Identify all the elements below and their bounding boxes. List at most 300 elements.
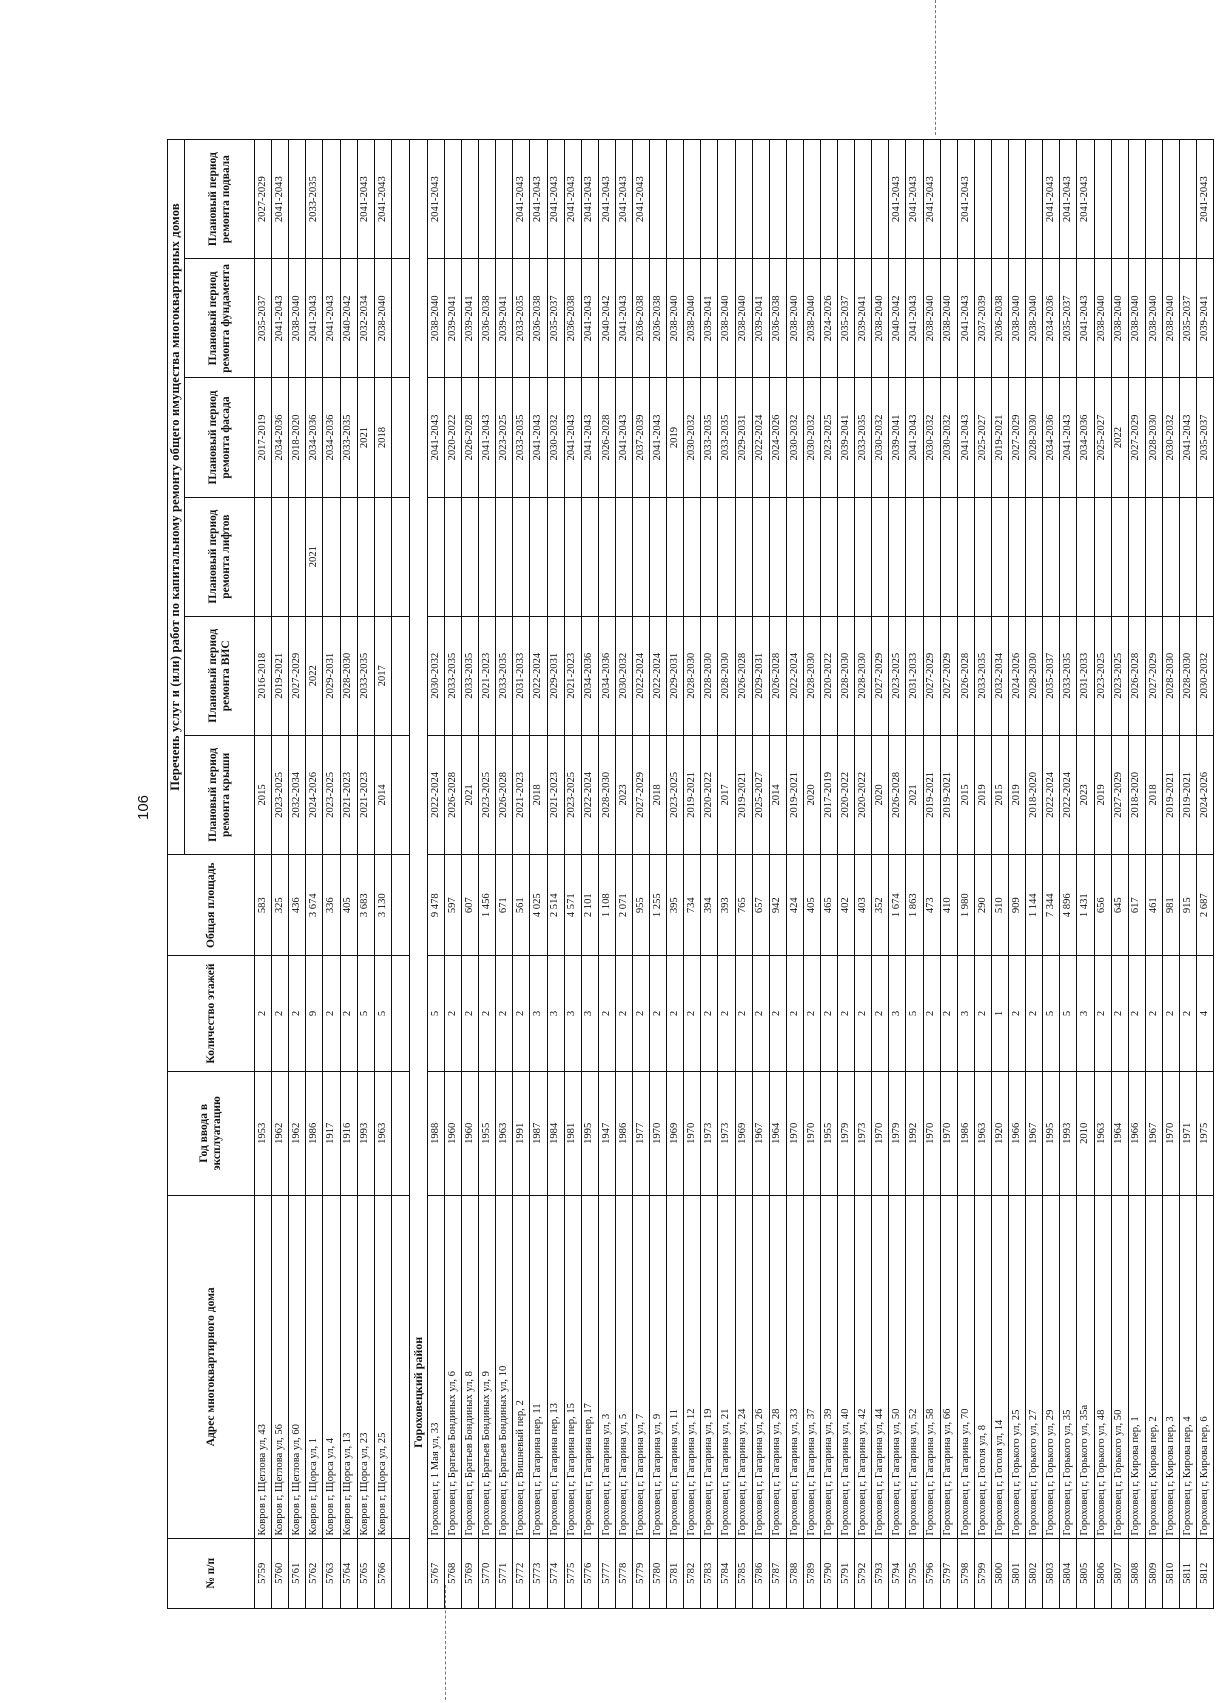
- cell-n: 5799: [974, 1538, 991, 1608]
- cell-fl: 5: [906, 956, 923, 1071]
- cell-lift: [547, 497, 564, 616]
- cell-bas: [496, 140, 513, 259]
- cell-addr: Гороховец г, Горького ул, 35: [1060, 1196, 1077, 1539]
- cell-year: 1967: [1145, 1071, 1162, 1196]
- cell-roof: 2021: [462, 735, 479, 854]
- cell-bas: [974, 140, 991, 259]
- cell-fnd: 2038-2040: [374, 259, 391, 378]
- cell-area: 424: [786, 854, 803, 956]
- cell-addr: Гороховец г, Гагарина пер, 15: [564, 1196, 581, 1539]
- cell-lift: [786, 497, 803, 616]
- cell-roof: 2026-2028: [496, 735, 513, 854]
- cell-vis: 2028-2030: [684, 616, 701, 735]
- table-body-gorokhovets: [427, 140, 1213, 1609]
- cell-n: 5807: [1111, 1538, 1128, 1608]
- cell-lift: [530, 497, 547, 616]
- cell-n: 5803: [1043, 1538, 1060, 1608]
- cell-fac: 2025-2027: [974, 378, 991, 497]
- cell-fnd: 2040-2042: [889, 259, 906, 378]
- cell-vis: 2028-2030: [1026, 616, 1043, 735]
- cell-lift: [667, 497, 684, 616]
- cell-fac: 2033-2035: [513, 378, 530, 497]
- cell-fl: 3: [889, 956, 906, 1071]
- cell-vis: 2022: [306, 616, 323, 735]
- cell-addr: Гороховец г, Гагарина пер, 17: [581, 1196, 598, 1539]
- cell-addr: Гороховец г, Горького ул, 35а: [1077, 1196, 1094, 1539]
- cell-fnd: 2037-2039: [974, 259, 991, 378]
- cell-bas: 2041-2043: [357, 140, 374, 259]
- cell-roof: 2022-2024: [1043, 735, 1060, 854]
- cell-lift: [1009, 497, 1026, 616]
- cell-vis: 2033-2035: [496, 616, 513, 735]
- table-row: [1145, 140, 1162, 1609]
- cell-addr: Гороховец г, Гагарина ул, 42: [855, 1196, 872, 1539]
- cell-fac: 2019: [667, 378, 684, 497]
- cell-fl: 2: [786, 956, 803, 1071]
- cell-area: 461: [1145, 854, 1162, 956]
- cell-bas: [1128, 140, 1145, 259]
- cell-addr: Гороховец г, Братьев Бондиных ул, 8: [462, 1196, 479, 1539]
- cell-fac: 2041-2043: [581, 378, 598, 497]
- cell-fnd: 2041-2043: [323, 259, 340, 378]
- cell-vis: 2033-2035: [974, 616, 991, 735]
- cell-bas: 2041-2043: [1077, 140, 1094, 259]
- cell-year: 1966: [1128, 1071, 1145, 1196]
- cell-addr: Гороховец г, Братьев Бондиных ул, 6: [444, 1196, 461, 1539]
- cell-n: 5785: [735, 1538, 752, 1608]
- cell-bas: [872, 140, 889, 259]
- cell-n: 5790: [821, 1538, 838, 1608]
- cell-bas: 2041-2043: [272, 140, 289, 259]
- cell-fl: 2: [769, 956, 786, 1071]
- cell-year: 1963: [374, 1071, 391, 1196]
- cell-n: 5801: [1009, 1538, 1026, 1608]
- cell-fac: 2034-2036: [1043, 378, 1060, 497]
- cell-n: 5787: [769, 1538, 786, 1608]
- cell-lift: [684, 497, 701, 616]
- header-lift: Плановый период ремонта лифтов: [185, 497, 255, 616]
- cell-roof: 2023-2025: [479, 735, 496, 854]
- cell-fnd: 2035-2037: [838, 259, 855, 378]
- cell-bas: [855, 140, 872, 259]
- cell-bas: 2041-2043: [923, 140, 940, 259]
- cell-roof: 2021-2023: [547, 735, 564, 854]
- table-row: [991, 140, 1008, 1609]
- table-row: [1094, 140, 1111, 1609]
- cell-fl: 2: [940, 956, 957, 1071]
- cell-area: 402: [838, 854, 855, 956]
- table-row: [632, 140, 649, 1609]
- cell-n: 5778: [615, 1538, 632, 1608]
- cell-fac: 2027-2029: [1009, 378, 1026, 497]
- cell-vis: 2028-2030: [701, 616, 718, 735]
- cell-area: 9 478: [427, 854, 444, 956]
- cell-roof: 2019-2021: [923, 735, 940, 854]
- table-row: [735, 140, 752, 1609]
- table-row: [462, 140, 479, 1609]
- cell-fnd: 2038-2040: [718, 259, 735, 378]
- cell-addr: Ковров г, Щорса ул, 4: [323, 1196, 340, 1539]
- cell-n: 5781: [667, 1538, 684, 1608]
- cell-fl: 2: [855, 956, 872, 1071]
- cell-bas: 2041-2043: [957, 140, 974, 259]
- cell-fl: 1: [991, 956, 1008, 1071]
- cell-lift: [1060, 497, 1077, 616]
- cell-area: 394: [701, 854, 718, 956]
- table-row: [1162, 140, 1179, 1609]
- cell-n: 5774: [547, 1538, 564, 1608]
- cell-area: 2 514: [547, 854, 564, 956]
- cell-lift: [444, 497, 461, 616]
- cell-n: 5805: [1077, 1538, 1094, 1608]
- cell-fnd: 2039-2041: [444, 259, 461, 378]
- cell-lift: [1043, 497, 1060, 616]
- cell-year: 1991: [513, 1071, 530, 1196]
- cell-roof: 2026-2028: [444, 735, 461, 854]
- table-row: [752, 140, 769, 1609]
- cell-area: 2 687: [1197, 854, 1214, 956]
- cell-lift: [889, 497, 906, 616]
- cell-fnd: 2039-2041: [1197, 259, 1214, 378]
- cell-roof: 2023: [1077, 735, 1094, 854]
- cell-lift: [615, 497, 632, 616]
- cell-addr: Гороховец г, Гагарина ул, 21: [718, 1196, 735, 1539]
- table-row: [1111, 140, 1128, 1609]
- cell-roof: 2024-2026: [306, 735, 323, 854]
- cell-n: 5761: [289, 1538, 306, 1608]
- cell-year: 1970: [786, 1071, 803, 1196]
- cell-lift: [1077, 497, 1094, 616]
- cell-fnd: 2038-2040: [786, 259, 803, 378]
- cell-addr: Гороховец г, Гагарина ул, 28: [769, 1196, 786, 1539]
- cell-fac: 2034-2036: [306, 378, 323, 497]
- cell-vis: 2032-2034: [991, 616, 1008, 735]
- table-row: [306, 140, 323, 1609]
- cell-n: 5771: [496, 1538, 513, 1608]
- cell-fl: 2: [462, 956, 479, 1071]
- header-foundation: Плановый период ремонта фундамента: [185, 259, 255, 378]
- cell-lift: [479, 497, 496, 616]
- cell-fnd: 2038-2040: [803, 259, 820, 378]
- cell-lift: [872, 497, 889, 616]
- cell-fnd: 2041-2043: [581, 259, 598, 378]
- cell-n: 5763: [323, 1538, 340, 1608]
- cell-addr: Гороховец г, Гагарина ул, 9: [650, 1196, 667, 1539]
- cell-area: 3 674: [306, 854, 323, 956]
- cell-bas: [667, 140, 684, 259]
- cell-n: 5800: [991, 1538, 1008, 1608]
- table-row: [374, 140, 391, 1609]
- cell-area: 657: [752, 854, 769, 956]
- cell-year: 1963: [1094, 1071, 1111, 1196]
- cell-roof: 2020-2022: [855, 735, 872, 854]
- table-row: [769, 140, 786, 1609]
- cell-area: 410: [940, 854, 957, 956]
- cell-area: 617: [1128, 854, 1145, 956]
- cell-addr: Гороховец г, Кирова пер, 6: [1197, 1196, 1214, 1539]
- cell-fl: 2: [803, 956, 820, 1071]
- cell-fnd: 2035-2037: [255, 259, 272, 378]
- cell-fl: 2: [1162, 956, 1179, 1071]
- cell-fac: 2023-2025: [821, 378, 838, 497]
- cell-fac: 2027-2029: [1128, 378, 1145, 497]
- cell-bas: 2041-2043: [530, 140, 547, 259]
- cell-fac: 2023-2025: [496, 378, 513, 497]
- cell-vis: 2029-2031: [323, 616, 340, 735]
- cell-roof: 2026-2028: [889, 735, 906, 854]
- cell-area: 1 144: [1026, 854, 1043, 956]
- cell-fac: 2030-2032: [803, 378, 820, 497]
- table-row: [1179, 140, 1196, 1609]
- cell-area: 955: [632, 854, 649, 956]
- cell-fl: 2: [1145, 956, 1162, 1071]
- cell-fac: 2029-2031: [735, 378, 752, 497]
- cell-lift: [323, 497, 340, 616]
- cell-n: 5788: [786, 1538, 803, 1608]
- cell-area: 561: [513, 854, 530, 956]
- cell-bas: [701, 140, 718, 259]
- cell-lift: [838, 497, 855, 616]
- cell-year: 1963: [496, 1071, 513, 1196]
- cell-bas: [1026, 140, 1043, 259]
- cell-area: 2 071: [615, 854, 632, 956]
- cell-n: 5767: [427, 1538, 444, 1608]
- cell-bas: 2041-2043: [632, 140, 649, 259]
- cell-addr: Гороховец г, Гагарина ул, 39: [821, 1196, 838, 1539]
- cell-fl: 4: [1197, 956, 1214, 1071]
- cell-fac: 2035-2037: [1197, 378, 1214, 497]
- cell-fac: 2028-2030: [1026, 378, 1043, 497]
- cell-roof: 2014: [374, 735, 391, 854]
- cell-vis: 2026-2028: [735, 616, 752, 735]
- cell-addr: Гороховец г, Гагарина ул, 37: [803, 1196, 820, 1539]
- cell-fl: 2: [872, 956, 889, 1071]
- cell-year: 1967: [1026, 1071, 1043, 1196]
- table-row: [323, 140, 340, 1609]
- cell-fac: 2017-2019: [255, 378, 272, 497]
- cell-addr: Гороховец г, Вишневый пер, 2: [513, 1196, 530, 1539]
- cell-n: 5783: [701, 1538, 718, 1608]
- cell-vis: 2016-2018: [255, 616, 272, 735]
- cell-addr: Ковров г, Щорса ул, 23: [357, 1196, 374, 1539]
- cell-roof: 2021-2023: [513, 735, 530, 854]
- cell-addr: Гороховец г, Гагарина пер, 13: [547, 1196, 564, 1539]
- table-row: [513, 140, 530, 1609]
- cell-n: 5776: [581, 1538, 598, 1608]
- cell-fl: 2: [323, 956, 340, 1071]
- table-row: [272, 140, 289, 1609]
- cell-addr: Гороховец г, Гоголя ул, 8: [974, 1196, 991, 1539]
- cell-fl: 3: [564, 956, 581, 1071]
- cell-lift: 2021: [306, 497, 323, 616]
- cell-bas: [991, 140, 1008, 259]
- cell-fl: 2: [1128, 956, 1145, 1071]
- cell-fnd: 2036-2038: [632, 259, 649, 378]
- cell-n: 5773: [530, 1538, 547, 1608]
- cell-fac: 2033-2035: [701, 378, 718, 497]
- cell-bas: 2041-2043: [598, 140, 615, 259]
- cell-lift: [957, 497, 974, 616]
- cell-roof: 2023: [615, 735, 632, 854]
- cell-addr: Гороховец г, Гоголя ул, 14: [991, 1196, 1008, 1539]
- cell-addr: Гороховец г, Гагарина ул, 70: [957, 1196, 974, 1539]
- cell-addr: Гороховец г, Гагарина ул, 58: [923, 1196, 940, 1539]
- cell-n: 5811: [1179, 1538, 1196, 1608]
- cell-bas: [752, 140, 769, 259]
- cell-bas: [1162, 140, 1179, 259]
- cell-area: 395: [667, 854, 684, 956]
- table-row: [547, 140, 564, 1609]
- cell-n: 5793: [872, 1538, 889, 1608]
- cell-roof: 2020: [872, 735, 889, 854]
- cell-addr: Ковров г, Щеглова ул, 43: [255, 1196, 272, 1539]
- cell-fnd: 2041-2043: [1077, 259, 1094, 378]
- cell-bas: [444, 140, 461, 259]
- cell-bas: 2027-2029: [255, 140, 272, 259]
- cell-n: 5789: [803, 1538, 820, 1608]
- cell-n: 5792: [855, 1538, 872, 1608]
- cell-vis: 2026-2028: [957, 616, 974, 735]
- cell-vis: 2035-2037: [1043, 616, 1060, 735]
- cell-n: 5775: [564, 1538, 581, 1608]
- cell-bas: [323, 140, 340, 259]
- cell-roof: 2019-2021: [1162, 735, 1179, 854]
- cell-fl: 2: [272, 956, 289, 1071]
- cell-fac: 2019-2021: [991, 378, 1008, 497]
- cell-roof: 2020: [803, 735, 820, 854]
- cell-addr: Ковров г, Щеглова ул, 60: [289, 1196, 306, 1539]
- cell-area: 1 980: [957, 854, 974, 956]
- cell-bas: [1111, 140, 1128, 259]
- cell-fac: 2026-2028: [462, 378, 479, 497]
- cell-fac: 2018-2020: [289, 378, 306, 497]
- cell-area: 656: [1094, 854, 1111, 956]
- cell-addr: Гороховец г, Горького ул, 50: [1111, 1196, 1128, 1539]
- cell-area: 645: [1111, 854, 1128, 956]
- cell-fl: 3: [581, 956, 598, 1071]
- cell-addr: Гороховец г, Гагарина ул, 52: [906, 1196, 923, 1539]
- cell-lift: [374, 497, 391, 616]
- header-vis: Плановый период ремонта ВИС: [185, 616, 255, 735]
- cell-fnd: 2038-2040: [684, 259, 701, 378]
- cell-n: 5791: [838, 1538, 855, 1608]
- cell-vis: 2030-2032: [1197, 616, 1214, 735]
- cell-area: 510: [991, 854, 1008, 956]
- cell-bas: 2041-2043: [1060, 140, 1077, 259]
- cell-area: 607: [462, 854, 479, 956]
- cell-lift: [1162, 497, 1179, 616]
- cell-fnd: 2036-2038: [479, 259, 496, 378]
- cell-fl: 2: [974, 956, 991, 1071]
- cell-fac: 2041-2043: [564, 378, 581, 497]
- cell-n: 5795: [906, 1538, 923, 1608]
- table-row: [821, 140, 838, 1609]
- cell-bas: [803, 140, 820, 259]
- table-row: [530, 140, 547, 1609]
- cell-fl: 2: [1111, 956, 1128, 1071]
- cell-fnd: 2035-2037: [1060, 259, 1077, 378]
- cell-bas: 2041-2043: [889, 140, 906, 259]
- cell-year: 1967: [752, 1071, 769, 1196]
- cell-fl: 2: [1179, 956, 1196, 1071]
- cell-fac: 2024-2026: [769, 378, 786, 497]
- cell-fl: 2: [1094, 956, 1111, 1071]
- cell-fac: 2030-2032: [684, 378, 701, 497]
- cell-lift: [1094, 497, 1111, 616]
- cell-fac: 2041-2043: [479, 378, 496, 497]
- cell-year: 1977: [632, 1071, 649, 1196]
- table-row: [957, 140, 974, 1609]
- cell-n: 5770: [479, 1538, 496, 1608]
- cell-fac: 2020-2022: [444, 378, 461, 497]
- cell-area: 734: [684, 854, 701, 956]
- cell-year: 1975: [1197, 1071, 1214, 1196]
- cell-roof: 2020-2022: [838, 735, 855, 854]
- cell-n: 5769: [462, 1538, 479, 1608]
- cell-fl: 3: [530, 956, 547, 1071]
- cell-vis: 2028-2030: [838, 616, 855, 735]
- cell-fnd: 2036-2038: [769, 259, 786, 378]
- cell-fl: 2: [496, 956, 513, 1071]
- cell-n: 5809: [1145, 1538, 1162, 1608]
- cell-year: 1966: [1009, 1071, 1026, 1196]
- cell-n: 5768: [444, 1538, 461, 1608]
- cell-area: 942: [769, 854, 786, 956]
- cell-vis: 2028-2030: [855, 616, 872, 735]
- cell-roof: 2019: [1094, 735, 1111, 854]
- header-facade: Плановый период ремонта фасада: [185, 378, 255, 497]
- cell-vis: 2031-2033: [1077, 616, 1094, 735]
- cell-roof: 2019: [974, 735, 991, 854]
- cell-year: 1962: [272, 1071, 289, 1196]
- cell-year: 1960: [444, 1071, 461, 1196]
- cell-addr: Гороховец г, Горького ул, 48: [1094, 1196, 1111, 1539]
- table-row: [906, 140, 923, 1609]
- cell-roof: 2022-2024: [581, 735, 598, 854]
- cell-vis: 2027-2029: [1145, 616, 1162, 735]
- cell-n: 5794: [889, 1538, 906, 1608]
- cell-area: 981: [1162, 854, 1179, 956]
- cell-lift: [1197, 497, 1214, 616]
- cell-year: 1960: [462, 1071, 479, 1196]
- cell-year: 1979: [889, 1071, 906, 1196]
- cell-lift: [598, 497, 615, 616]
- cell-addr: Гороховец г, Горького ул, 29: [1043, 1196, 1060, 1539]
- cell-year: 1970: [684, 1071, 701, 1196]
- cell-area: 290: [974, 854, 991, 956]
- cell-year: 1995: [1043, 1071, 1060, 1196]
- cell-vis: 2033-2035: [462, 616, 479, 735]
- cell-addr: Гороховец г, Гагарина ул, 3: [598, 1196, 615, 1539]
- cell-area: 765: [735, 854, 752, 956]
- cell-vis: 2024-2026: [1009, 616, 1026, 735]
- cell-roof: 2021-2023: [340, 735, 357, 854]
- cell-fnd: 2038-2040: [1094, 259, 1111, 378]
- cell-fl: 2: [752, 956, 769, 1071]
- cell-year: 1973: [855, 1071, 872, 1196]
- cell-fl: 5: [357, 956, 374, 1071]
- cell-roof: 2015: [957, 735, 974, 854]
- header-floors: Количество этажей: [168, 956, 255, 1071]
- cell-fl: 2: [1009, 956, 1026, 1071]
- cell-fac: 2037-2039: [632, 378, 649, 497]
- cell-roof: 2017-2019: [821, 735, 838, 854]
- cell-year: 1969: [735, 1071, 752, 1196]
- cell-vis: 2027-2029: [923, 616, 940, 735]
- cell-fnd: 2036-2038: [564, 259, 581, 378]
- cell-bas: [1179, 140, 1196, 259]
- cell-vis: 2023-2025: [1111, 616, 1128, 735]
